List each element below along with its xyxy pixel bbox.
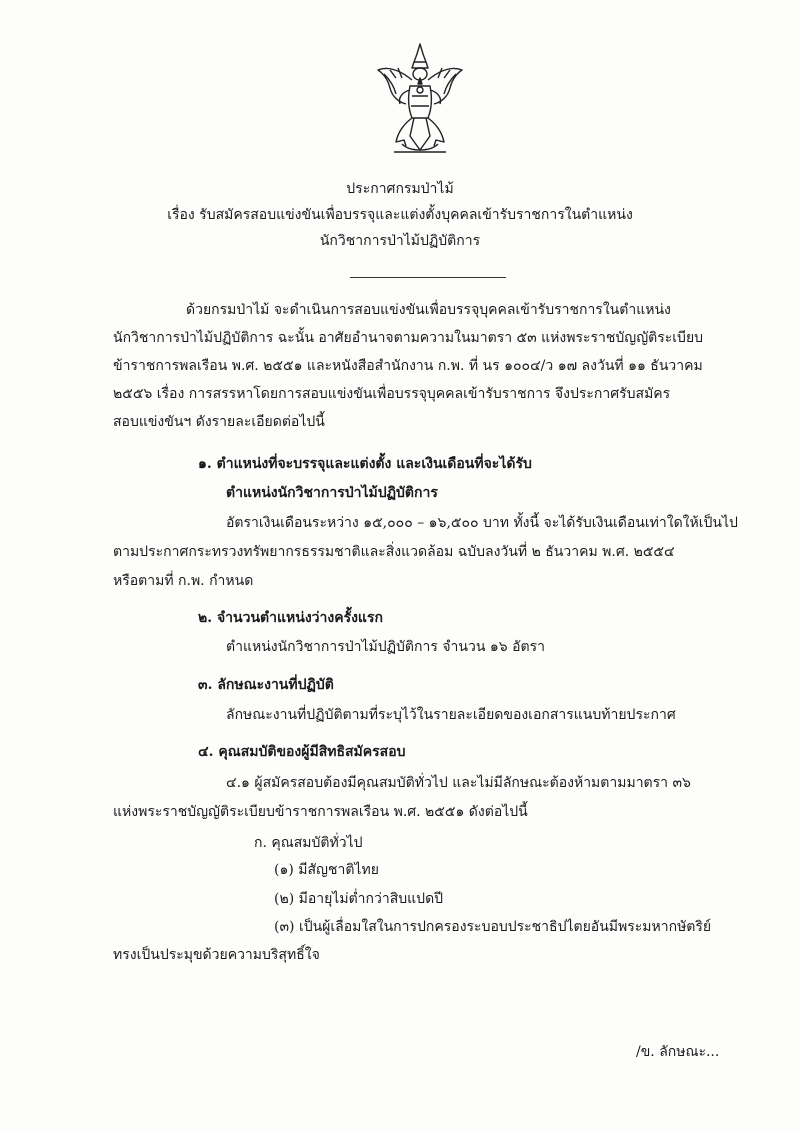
- intro-line: นักวิชาการป่าไม้ปฏิบัติการ ฉะนั้น อาศัยอำนาจตามความในมาตรา ๕๓ แห่งพระราชบัญญัติระเบียบ: [113, 330, 704, 346]
- section-2-text: ตำแหน่งนักวิชาการป่าไม้ปฏิบัติการ จำนวน ๑๖ อัตรา: [226, 639, 545, 655]
- section-4-a-item: ทรงเป็นประมุขด้วยความบริสุทธิ์ใจ: [113, 947, 320, 963]
- announcement-agency: ประกาศกรมป่าไม้: [346, 181, 454, 197]
- intro-line: ๒๕๕๖ เรื่อง การสรรหาโดยการสอบแข่งขันเพื่อบรรจุบุคคลเข้ารับราชการ จึงประกาศรับสมัคร: [113, 386, 671, 402]
- section-4-a-item: (๒) มีอายุไม่ต่ำกว่าสิบแปดปี: [274, 891, 444, 907]
- section-1-salary-line: หรือตามที่ ก.พ. กำหนด: [113, 573, 254, 589]
- intro-line: ข้าราชการพลเรือน พ.ศ. ๒๕๕๑ และหนังสือสำนักงาน ก.พ. ที่ นร ๑๐๐๔/ว ๑๗ ลงวันที่ ๑๑ ธันวาคม: [113, 358, 703, 374]
- section-2-heading: ๒. จำนวนตำแหน่งว่างครั้งแรก: [198, 610, 383, 626]
- header-divider: [350, 277, 506, 278]
- section-4-1-line: แห่งพระราชบัญญัติระเบียบข้าราชการพลเรือน พ.ศ. ๒๕๕๑ ดังต่อไปนี้: [113, 804, 528, 820]
- section-1-salary-line: ตามประกาศกระทรวงทรัพยากรธรรมชาติและสิ่งแวดล้อม ฉบับลงวันที่ ๒ ธันวาคม พ.ศ. ๒๕๕๔: [113, 544, 675, 560]
- announcement-subject: เรื่อง รับสมัครสอบแข่งขันเพื่อบรรจุและแต่งตั้งบุคคลเข้ารับราชการในตำแหน่ง: [167, 207, 633, 223]
- announcement-subject-position: นักวิชาการป่าไม้ปฏิบัติการ: [319, 233, 481, 249]
- section-4-a-heading: ก. คุณสมบัติทั่วไป: [254, 835, 363, 851]
- section-4-a-item: (๑) มีสัญชาติไทย: [274, 862, 379, 878]
- section-4-1-line: ๔.๑ ผู้สมัครสอบต้องมีคุณสมบัติทั่วไป และไม่มีลักษณะต้องห้ามตามมาตรา ๓๖: [226, 775, 691, 791]
- section-1-salary-line: อัตราเงินเดือนระหว่าง ๑๕,๐๐๐ – ๑๖,๕๐๐ บาท ทั้งนี้ จะได้รับเงินเดือนเท่าใดให้เป็นไป: [226, 515, 738, 531]
- garuda-emblem-icon: [374, 40, 466, 158]
- section-3-heading: ๓. ลักษณะงานที่ปฏิบัติ: [198, 677, 334, 693]
- intro-line: สอบแข่งขันฯ ดังรายละเอียดต่อไปนี้: [113, 414, 325, 430]
- section-4-heading: ๔. คุณสมบัติของผู้มีสิทธิสมัครสอบ: [198, 744, 406, 760]
- continued-marker: /ข. ลักษณะ...: [636, 1044, 720, 1060]
- section-1-position: ตำแหน่งนักวิชาการป่าไม้ปฏิบัติการ: [226, 485, 438, 501]
- intro-line: ด้วยกรมป่าไม้ จะดำเนินการสอบแข่งขันเพื่อบรรจุบุคคลเข้ารับราชการในตำแหน่ง: [186, 302, 671, 318]
- section-4-a-item: (๓) เป็นผู้เลื่อมใสในการปกครองระบอบประชาธิปไตยอันมีพระมหากษัตริย์: [274, 919, 712, 935]
- section-1-heading: ๑. ตำแหน่งที่จะบรรจุและแต่งตั้ง และเงินเดือนที่จะได้รับ: [198, 456, 532, 472]
- section-3-text: ลักษณะงานที่ปฏิบัติตามที่ระบุไว้ในรายละเอียดของเอกสารแนบท้ายประกาศ: [226, 707, 676, 723]
